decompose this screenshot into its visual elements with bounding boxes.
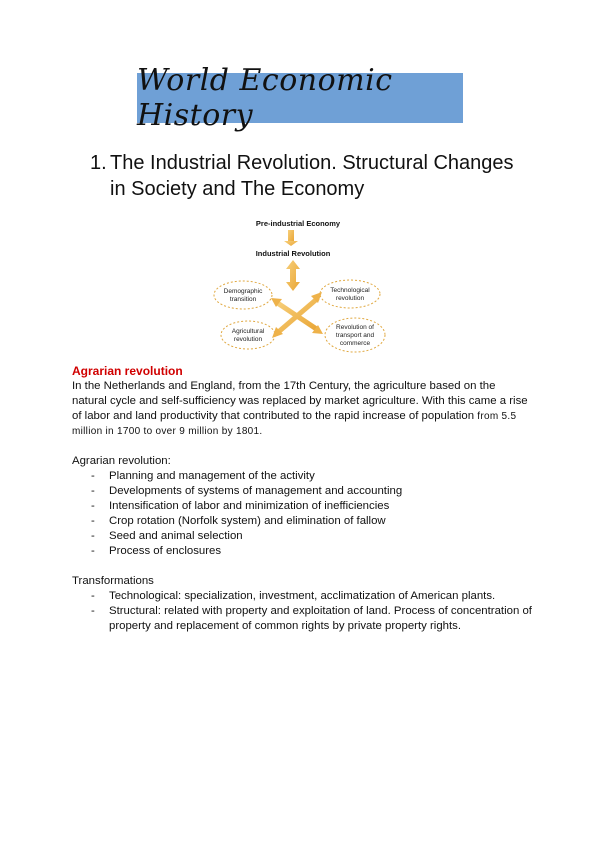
transformations-label: Transformations: [72, 575, 154, 587]
industrial-revolution-diagram: [208, 212, 388, 357]
node-transport-line1: Revolution of: [336, 324, 374, 331]
list-item: - Developments of systems of management and accounting: [72, 484, 532, 499]
list-item: - Planning and management of the activity: [72, 469, 532, 484]
agrarian-paragraph: [72, 379, 532, 439]
agrarian-paragraph-main: In the Netherlands and England, from the 17th Century, the agriculture based on the natural cycle and self-sufficiency was replaced by market agriculture. With this came a rise of labor and land productivity that contributed to the rapid increase of population: [72, 380, 528, 422]
diagram-mid-label: Industrial Revolution: [255, 249, 331, 258]
agrarian-title: Agrarian revolution: [72, 364, 183, 378]
list-item: - Crop rotation (Norfolk system) and elimination of fallow: [72, 514, 532, 529]
title-banner: [137, 63, 463, 133]
node-technological-line2: revolution: [335, 295, 365, 302]
arrow-down-head: [284, 241, 298, 246]
list-item: - Technological: specialization, investment, acclimatization of American plants.: [72, 589, 532, 604]
banner-title: World Economic History: [137, 63, 393, 133]
agrarian-list-label: Agrarian revolution:: [72, 455, 171, 467]
agrarian-paragraph-population: from 5.5 million in 1700 to over 9 million by 1801.: [72, 411, 517, 437]
main-content: [72, 364, 532, 634]
list-item: - Process of enclosures: [72, 544, 532, 559]
agrarian-list: [72, 469, 532, 559]
node-agricultural: [221, 321, 275, 349]
node-demographic-line1: Demographic: [223, 288, 263, 295]
heading-text: The Industrial Revolution. Structural Changes in Society and The Economy: [110, 152, 514, 200]
node-transport-line2: transport and: [335, 332, 375, 339]
list-item: - Structural: related with property and exploitation of land. Process of concentration of property and replacement of common rights by private property rights.: [72, 604, 532, 634]
transformations-list: [72, 589, 532, 634]
node-agricultural-line1: Agricultural: [231, 328, 265, 335]
list-item: - Seed and animal selection: [72, 529, 532, 544]
node-technological: [320, 280, 380, 308]
node-technological-line1: Technological: [330, 287, 370, 294]
arrow-double-vertical: [286, 260, 300, 291]
node-agricultural-line2: revolution: [233, 336, 263, 343]
node-transport-line3: commerce: [339, 340, 371, 347]
diagram-top-label: Pre-industrial Economy: [255, 219, 341, 228]
node-demographic-line2: transition: [229, 296, 257, 303]
arrow-down-stem: [288, 230, 294, 242]
list-item: - Intensification of labor and minimization of inefficiencies: [72, 499, 532, 514]
node-demographic: [214, 281, 272, 309]
heading-number: 1.: [90, 152, 107, 174]
section-heading: [90, 150, 530, 202]
